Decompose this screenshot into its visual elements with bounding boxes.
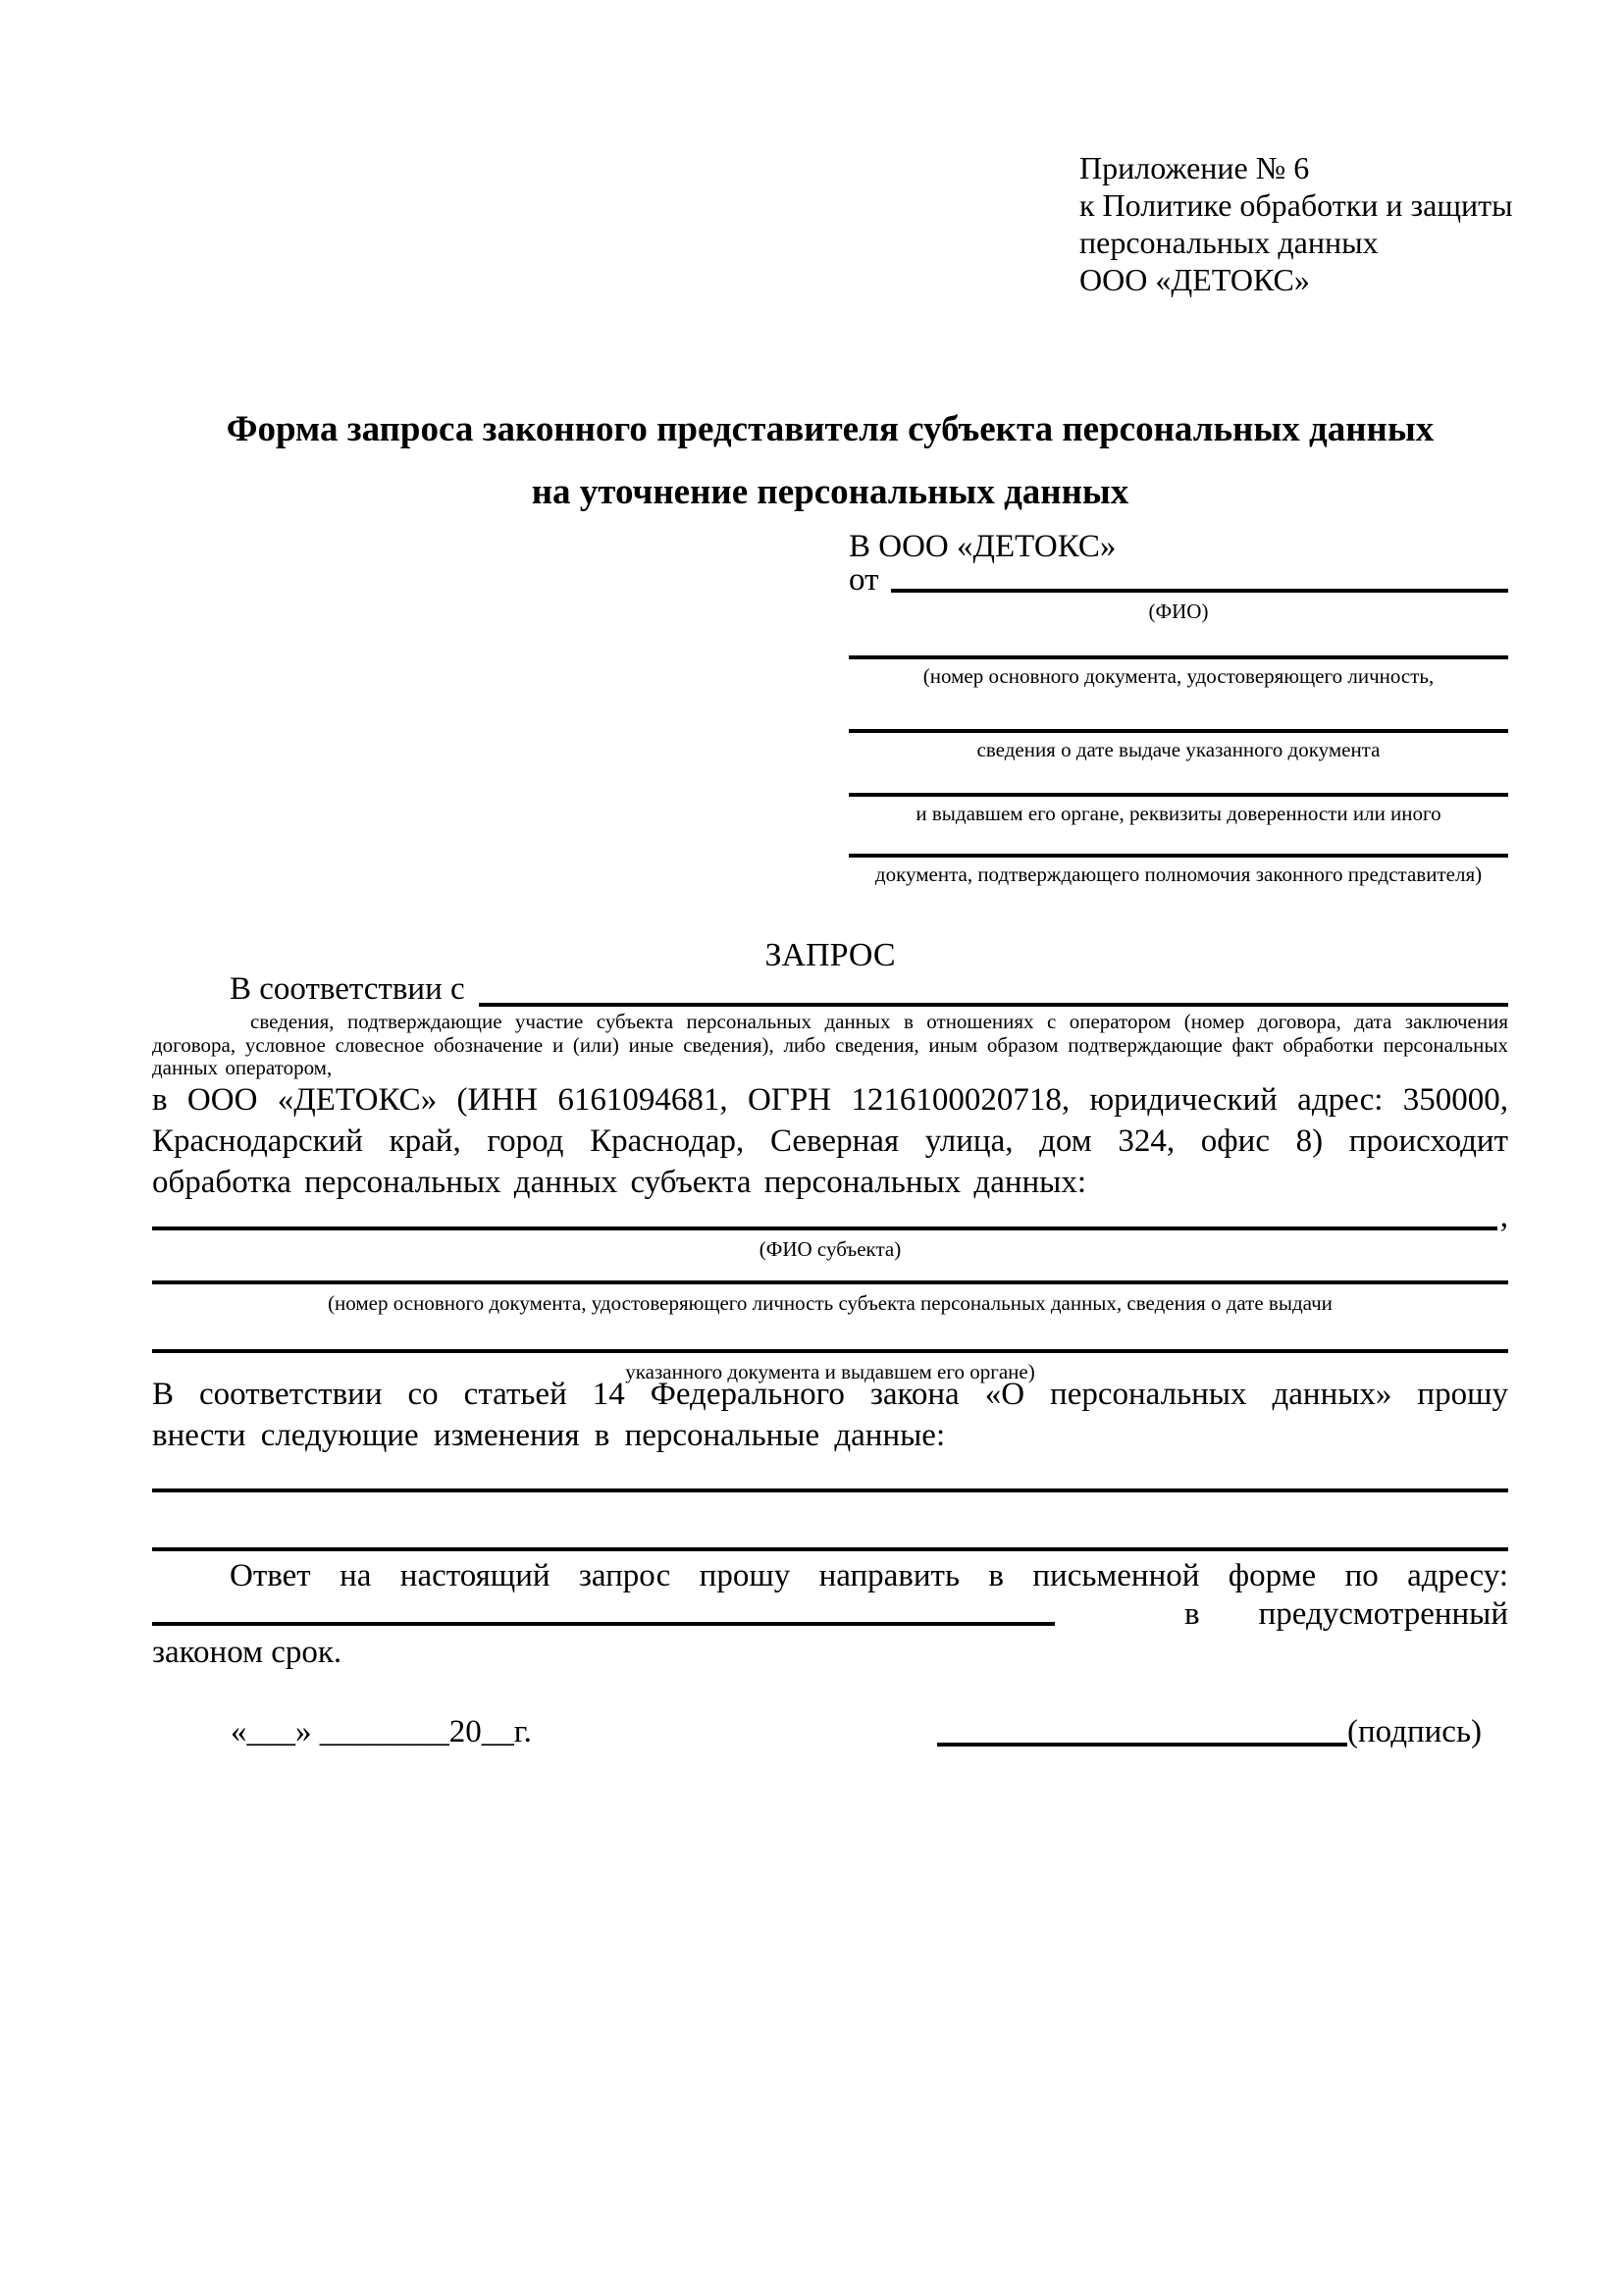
addressee-to: В ООО «ДЕТОКС» [849,529,1117,564]
answer-tail: законом срок. [152,1635,342,1670]
from-row [849,562,1508,598]
form-title-line-2: на уточнение персональных данных [531,472,1129,512]
doc-blank-line-2 [849,729,1508,733]
appendix-note [1079,149,1513,298]
form-title [152,398,1508,524]
doc-blank-line-4 [849,854,1508,858]
answer-word-1: в [1184,1596,1200,1632]
changes-blank-line-2 [152,1547,1508,1551]
signature-caption: (подпись) [1347,1714,1482,1749]
intro-label: В соответствии с [230,971,465,1007]
request-heading: ЗАПРОС [764,937,896,973]
answer-paragraph [152,1555,1508,1673]
doc-caption-3: и выдавшем его органе, реквизиты доверенности или иного [916,802,1441,825]
doc-blank-line-1 [849,655,1508,659]
appendix-line-2: к Политике обработки и защиты [1079,187,1513,223]
subject-doc-caption-2: указанного документа и выдавшем его органе) [625,1360,1035,1383]
subject-line-comma: , [1499,1199,1508,1234]
appendix-line-1: Приложение № 6 [1079,150,1310,185]
doc-caption-2: сведения о дате выдаче указанного документа [976,738,1381,761]
answer-tail-words [1184,1596,1508,1632]
subject-doc-blank-line-1 [152,1280,1508,1284]
from-blank-line [891,589,1509,593]
doc-caption-1: (номер основного документа, удостоверяющего личность, [922,664,1435,688]
operator-paragraph: в ООО «ДЕТОКС» (ИНН 6161094681, ОГРН 1216100020718, юридический адрес: 350000, Краснодарский край, город Краснодар, Северная улица, дом 324, офис 8) происходит обработка персональных данных субъекта персональных данных: [152,1082,1508,1200]
changes-blank-line-1 [152,1488,1508,1492]
signature-block [937,1712,1482,1751]
intro-blank-line [479,1003,1508,1007]
form-title-line-1: Форма запроса законного представителя субъекта персональных данных [226,409,1435,449]
doc-blank-line-3 [849,793,1508,797]
intro-row [152,971,1508,1007]
subject-fio-caption: (ФИО субъекта) [759,1237,902,1261]
appendix-line-3: персональных данных [1079,225,1379,260]
fio-caption: (ФИО) [1148,600,1209,623]
footer-row [152,1712,1508,1753]
answer-address-row [152,1596,1508,1632]
appendix-line-4: ООО «ДЕТОКС» [1079,262,1310,297]
subject-fio-blank-line [152,1226,1497,1230]
intro-note: сведения, подтверждающие участие субъекта персональных данных в отношениях с оператором (номер договора, дата заключения договора, условное словесное обозначение и (или) иные сведения), либо сведения, иным образом подтверждающие факт обработки персональных данных оператором, [152,1010,1508,1079]
addressee-block [849,528,1508,887]
doc-caption-4: документа, подтверждающего полномочия законного представителя) [874,862,1483,886]
from-label: от [849,562,879,598]
address-blank-line [152,1622,1055,1626]
law-paragraph: В соответствии со статьей 14 Федерального закона «О персональных данных» прошу внести следующие изменения в персональные данные: [152,1377,1508,1453]
subject-doc-blank-line-2 [152,1349,1508,1353]
answer-word-2: предусмотренный [1258,1596,1508,1632]
signature-blank-line [937,1743,1347,1747]
subject-doc-caption-1: (номер основного документа, удостоверяющего личность субъекта персональных данных, сведения о дате выдачи [328,1291,1333,1315]
subject-fio-row [152,1199,1508,1234]
date-field: «___» ________20__г. [231,1714,532,1749]
answer-sentence: Ответ на настоящий запрос прошу направить в письменной форме по адресу: [230,1558,1508,1593]
